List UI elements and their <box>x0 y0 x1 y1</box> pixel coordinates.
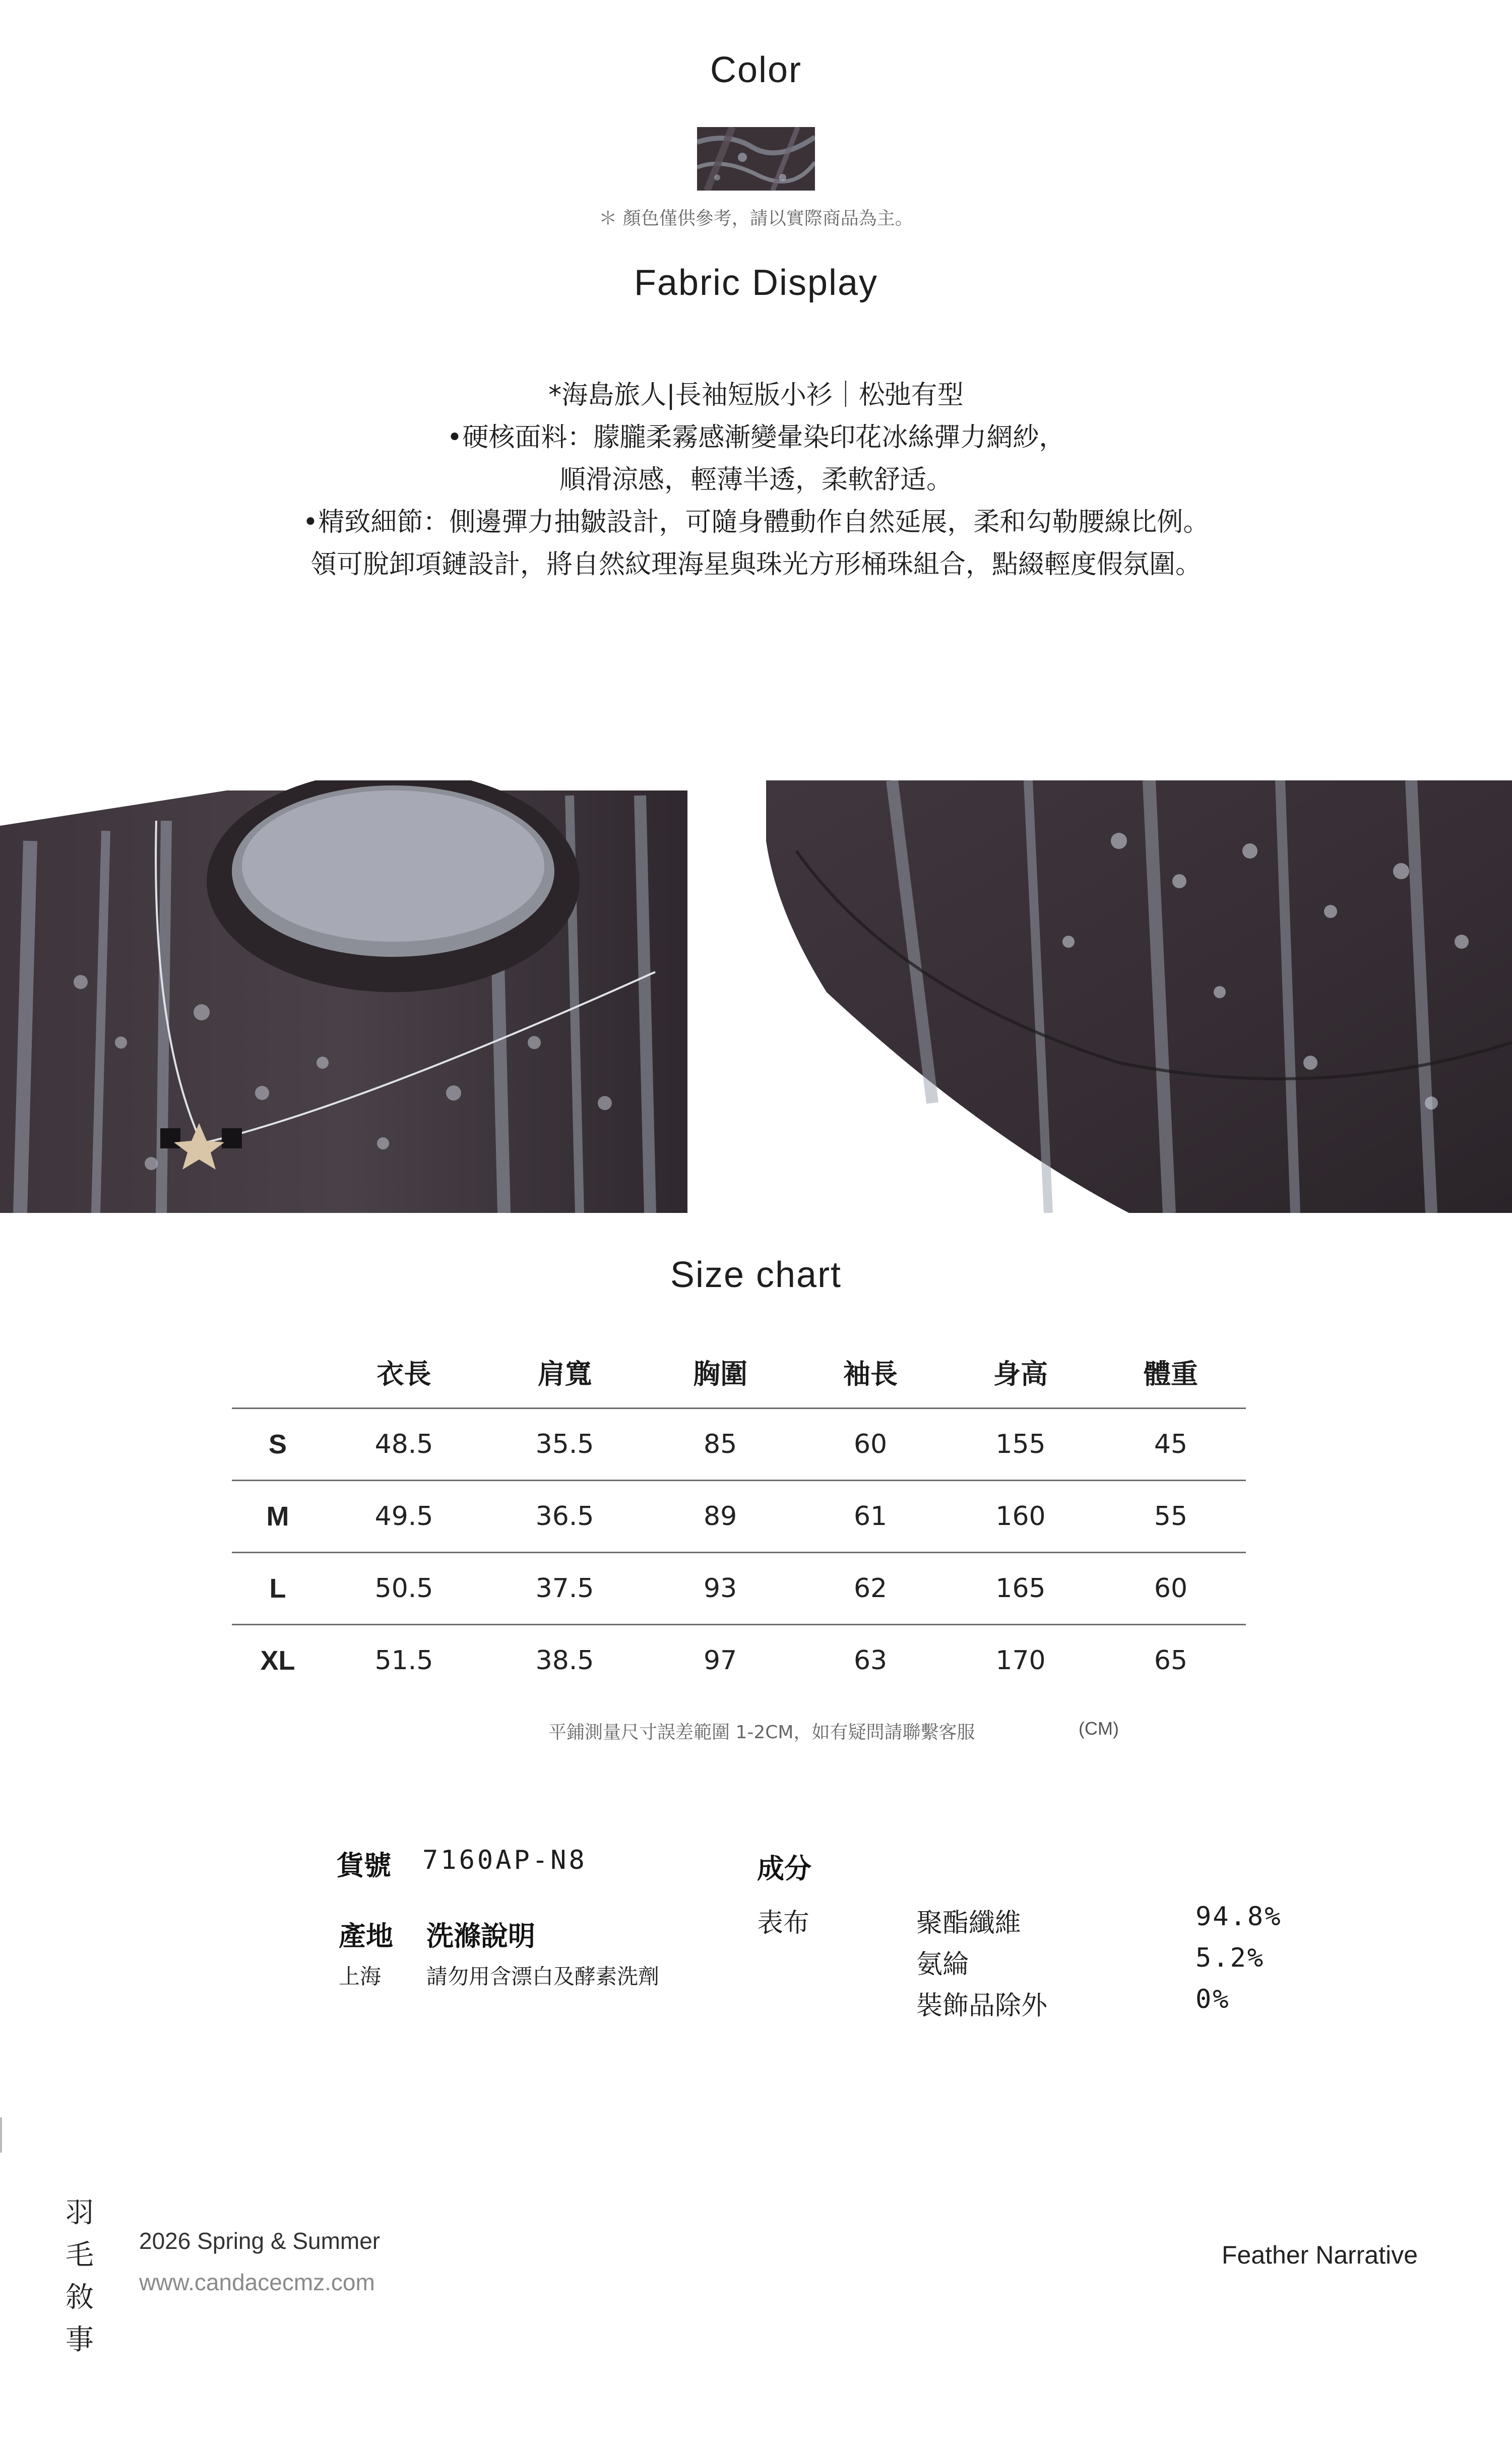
table-cell: 35.5 <box>484 1409 645 1481</box>
desc-line: •硬核面料：朦朧柔霧感漸變暈染印花冰絲彈力網紗， <box>447 422 1065 453</box>
color-title: Color <box>710 50 802 90</box>
table-cell: 97 <box>645 1625 795 1696</box>
size-label: M <box>232 1481 324 1553</box>
table-cell: 63 <box>795 1625 946 1696</box>
composition-label: 成分 <box>757 1853 811 1884</box>
header-chest: 胸圍 <box>693 1358 748 1390</box>
table-cell: 65 <box>1096 1625 1246 1696</box>
table-row <box>232 1481 1246 1553</box>
table-cell: 62 <box>795 1553 946 1625</box>
header-weight: 體重 <box>1144 1358 1198 1390</box>
header-empty <box>232 1336 324 1409</box>
fabric-label: 表布 <box>757 1908 810 1938</box>
origin-label: 產地 <box>339 1920 393 1952</box>
desc-line: •精致細節：側邊彈力抽皺設計，可隨身體動作自然延展，柔和勾勒腰線比例。 <box>302 507 1210 537</box>
brand-vertical: 羽毛敘事 <box>66 2196 94 2356</box>
header-sleeve: 袖長 <box>843 1358 898 1390</box>
material-name: 聚酯纖維 <box>916 1908 1022 1938</box>
table-cell: 37.5 <box>484 1553 645 1625</box>
table-cell: 89 <box>645 1481 795 1553</box>
header-length: 衣長 <box>376 1358 431 1390</box>
item-no-label: 貨號 <box>337 1850 391 1881</box>
table-cell: 61 <box>795 1481 946 1553</box>
fabric-description <box>0 374 1512 586</box>
fabric-title: Fabric Display <box>634 263 878 303</box>
table-cell: 170 <box>946 1625 1096 1696</box>
material-pct: 5.2% <box>1195 1943 1265 1973</box>
fabric-photo-side <box>766 780 1512 1213</box>
table-row <box>232 1409 1246 1481</box>
desc-line: 領可脫卸項鏈設計，將自然紋理海星與珠光方形桶珠組合，點綴輕度假氛圍。 <box>310 550 1202 580</box>
table-row <box>232 1553 1246 1625</box>
header-shoulder: 肩寬 <box>537 1358 592 1390</box>
size-label: XL <box>232 1625 324 1696</box>
table-cell: 60 <box>1096 1553 1246 1625</box>
table-cell: 55 <box>1096 1481 1246 1553</box>
material-pct: 94.8% <box>1195 1902 1282 1932</box>
footer-season: 2026 Spring & Summer <box>139 2228 381 2254</box>
header-height: 身高 <box>993 1358 1048 1390</box>
desc-line: 順滑涼感，輕薄半透，柔軟舒适。 <box>559 465 953 495</box>
table-cell: 50.5 <box>324 1553 484 1625</box>
table-cell: 51.5 <box>324 1625 484 1696</box>
size-chart-note: 平鋪測量尺寸誤差範圍 1-2CM，如有疑問請聯繫客服 <box>548 1722 975 1743</box>
fabric-photo-collar <box>0 780 687 1213</box>
size-chart-title: Size chart <box>670 1255 842 1295</box>
wash-value: 請勿用含漂白及酵素洗劑 <box>426 1964 660 1989</box>
table-cell: 49.5 <box>324 1481 484 1553</box>
color-swatch[interactable] <box>697 127 815 191</box>
size-label: S <box>232 1409 324 1481</box>
material-name: 氨綸 <box>916 1949 969 1980</box>
table-cell: 85 <box>645 1409 795 1481</box>
size-table <box>232 1336 1246 1696</box>
table-cell: 38.5 <box>484 1625 645 1696</box>
table-cell: 60 <box>795 1409 946 1481</box>
swatch-pattern <box>697 127 815 191</box>
item-no-value: 7160AP-N8 <box>422 1845 587 1875</box>
table-cell: 93 <box>645 1553 795 1625</box>
size-label: L <box>232 1553 324 1625</box>
footer-url[interactable]: www.candacecmz.com <box>139 2269 375 2295</box>
material-pct: 0% <box>1195 1984 1230 2015</box>
table-cell: 48.5 <box>324 1409 484 1481</box>
table-cell: 36.5 <box>484 1481 645 1553</box>
table-cell: 45 <box>1096 1409 1246 1481</box>
table-cell: 160 <box>946 1481 1096 1553</box>
color-note: ＊ 顏色僅供參考，請以實際商品為主。 <box>599 208 913 229</box>
edge-mark <box>0 2117 2 2153</box>
wash-label: 洗滌說明 <box>426 1920 535 1952</box>
desc-line: *海島旅人|長袖短版小衫｜松弛有型 <box>548 380 964 410</box>
footer-tagline: Feather Narrative <box>1222 2241 1418 2269</box>
table-row <box>232 1625 1246 1696</box>
size-chart-unit: (CM) <box>1079 1718 1119 1739</box>
table-cell: 155 <box>946 1409 1096 1481</box>
origin-value: 上海 <box>339 1964 382 1989</box>
size-table-header <box>232 1336 1246 1409</box>
material-name: 裝飾品除外 <box>916 1991 1048 2021</box>
table-cell: 165 <box>946 1553 1096 1625</box>
